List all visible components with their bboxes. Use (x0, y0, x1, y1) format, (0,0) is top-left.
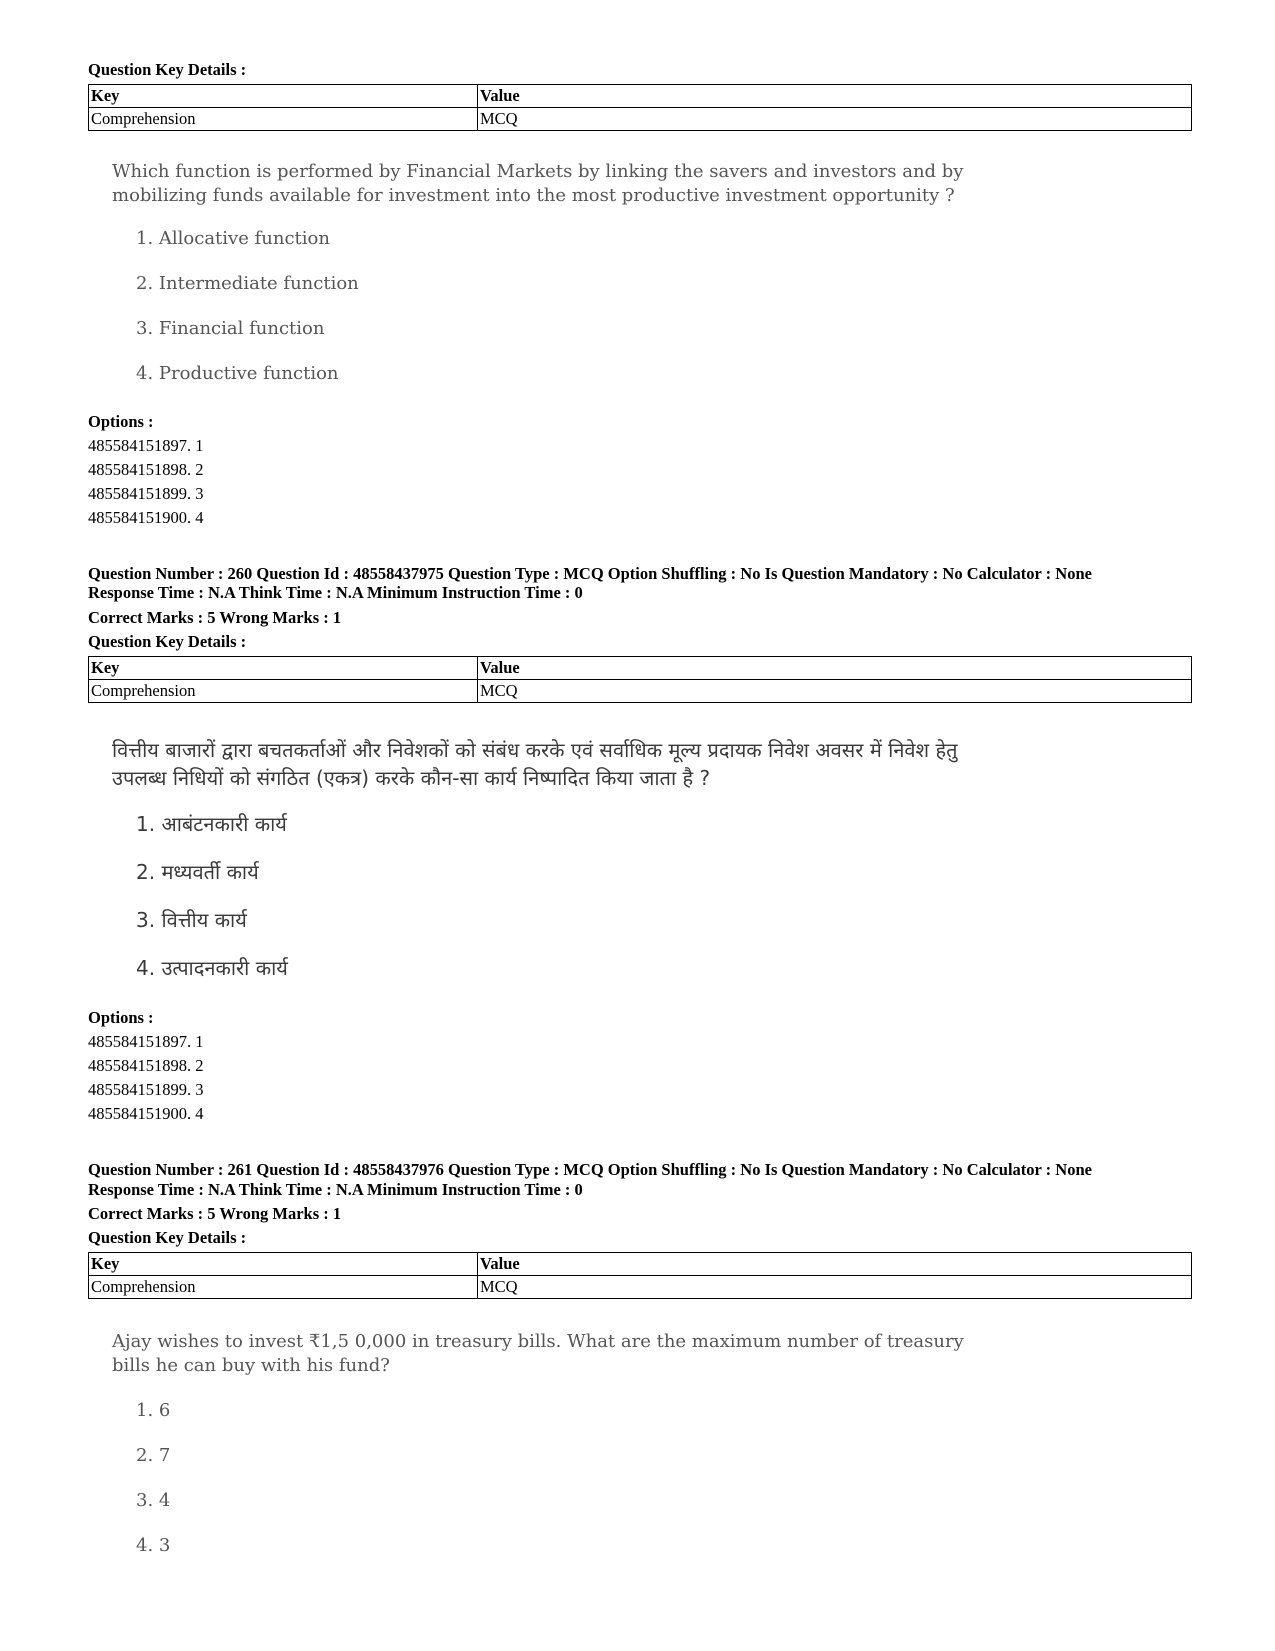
question-key-details-label: Question Key Details : (88, 632, 247, 651)
question-text: वित्तीय बाजारों द्वारा बचतकर्ताओं और निवेशकों को संबंध करके एवं सर्वाधिक मूल्य प्रदायक निवेश अवसर में निवेश हेतु उपलब्ध निधियों को संगठित (एकत्र) करके कौन-सा कार्य निष्पादित किया जाता है ? (112, 738, 958, 790)
question-header: Question Number : 260 Question Id : 48558437975 Question Type : MCQ Option Shuffling : No Is Question Mandatory : No Calculator : None (88, 564, 1092, 583)
question-choice: 3. 4 (136, 1490, 171, 1511)
question-image (112, 160, 992, 384)
value-cell: MCQ (478, 108, 1192, 131)
key-header: Key (89, 85, 478, 108)
option-item: 485584151897. 1 (88, 1032, 204, 1051)
table-header-row (89, 657, 1192, 680)
question-choice: 4. Productive function (136, 363, 339, 384)
value-cell: MCQ (478, 680, 1192, 703)
option-item: 485584151899. 3 (88, 484, 204, 503)
key-cell: Comprehension (89, 1276, 478, 1299)
value-header: Value (478, 1253, 1192, 1276)
table-row (89, 108, 1192, 131)
question-key-details-label: Question Key Details : (88, 1228, 247, 1247)
question-image (112, 736, 992, 986)
question-key-table (88, 656, 1192, 703)
options-label: Options : (88, 412, 154, 431)
value-header: Value (478, 85, 1192, 108)
option-item: 485584151898. 2 (88, 460, 204, 479)
question-timing: Response Time : N.A Think Time : N.A Minimum Instruction Time : 0 (88, 1180, 583, 1199)
value-header: Value (478, 657, 1192, 680)
question-choice: 1. 6 (136, 1400, 171, 1421)
key-cell: Comprehension (89, 680, 478, 703)
option-item: 485584151897. 1 (88, 436, 204, 455)
table-row (89, 1276, 1192, 1299)
question-key-table (88, 1252, 1192, 1299)
question-header: Question Number : 261 Question Id : 48558437976 Question Type : MCQ Option Shuffling : No Is Question Mandatory : No Calculator : None (88, 1160, 1092, 1179)
question-key-table (88, 84, 1192, 131)
table-row (89, 680, 1192, 703)
key-cell: Comprehension (89, 108, 478, 131)
question-marks: Correct Marks : 5 Wrong Marks : 1 (88, 608, 342, 627)
question-choice: 1. Allocative function (136, 228, 330, 249)
question-choice: 3. वित्तीय कार्य (136, 908, 247, 932)
question-timing: Response Time : N.A Think Time : N.A Minimum Instruction Time : 0 (88, 583, 583, 602)
question-key-details-label: Question Key Details : (88, 60, 247, 79)
question-choice: 1. आबंटनकारी कार्य (136, 812, 287, 836)
question-image (112, 1330, 992, 1560)
option-item: 485584151900. 4 (88, 508, 204, 527)
question-choice: 2. 7 (136, 1445, 171, 1466)
question-text: Which function is performed by Financial Markets by linking the savers and investors and by mobilizing funds available for investment into the most productive investment opportunity ? (112, 161, 964, 206)
question-choice: 4. उत्पादनकारी कार्य (136, 956, 288, 980)
question-choice: 2. मध्यवर्ती कार्य (136, 860, 259, 884)
value-cell: MCQ (478, 1276, 1192, 1299)
table-header-row (89, 85, 1192, 108)
option-item: 485584151900. 4 (88, 1104, 204, 1123)
question-choice: 4. 3 (136, 1535, 171, 1556)
question-choice: 3. Financial function (136, 318, 325, 339)
key-header: Key (89, 657, 478, 680)
question-text: Ajay wishes to invest ₹1,5 0,000 in treasury bills. What are the maximum number of treasury bills he can buy with his fund? (112, 1331, 964, 1376)
option-item: 485584151899. 3 (88, 1080, 204, 1099)
question-marks: Correct Marks : 5 Wrong Marks : 1 (88, 1204, 342, 1223)
question-choice: 2. Intermediate function (136, 273, 359, 294)
options-label: Options : (88, 1008, 154, 1027)
option-item: 485584151898. 2 (88, 1056, 204, 1075)
key-header: Key (89, 1253, 478, 1276)
table-header-row (89, 1253, 1192, 1276)
